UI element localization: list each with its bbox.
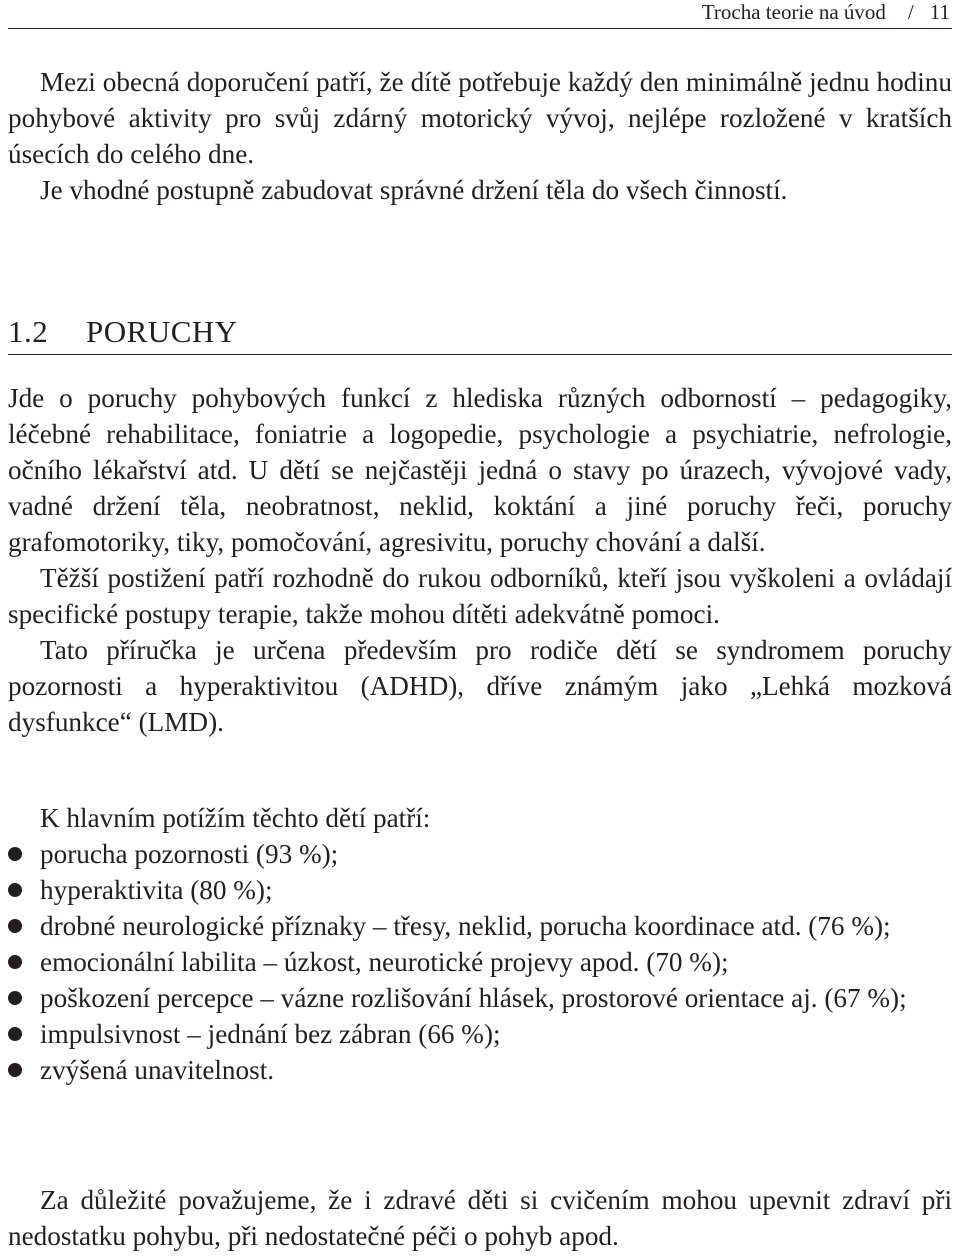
list-item-text: poškození percepce – vázne rozlišování hlásek, prostorové orientace aj. (67 %); <box>40 983 907 1013</box>
section-number: 1.2 <box>8 314 49 349</box>
list-item <box>8 1052 952 1088</box>
closing-block <box>8 1182 952 1254</box>
running-header <box>8 0 952 29</box>
closing-paragraph: Za důležité považujeme, že i zdravé děti si cvičením mohou upevnit zdraví při nedostatku pohybu, při nedostatečné péči o pohyb apod. <box>8 1185 952 1251</box>
list-item-text: emocionální labilita – úzkost, neurotické projevy apod. (70 %); <box>40 947 729 977</box>
symptom-list <box>8 836 952 1088</box>
section-paragraph-3: Tato příručka je určena především pro rodiče dětí se syndromem poruchy pozornosti a hyperaktivitou (ADHD), dříve známým jako „Lehká mozková dysfunkce“ (LMD). <box>8 635 952 737</box>
list-item <box>8 1016 952 1052</box>
list-item-text: drobné neurologické příznaky – třesy, neklid, porucha koordinace atd. (76 %); <box>40 911 891 941</box>
intro-paragraph-2: Je vhodné postupně zabudovat správné držení těla do všech činností. <box>40 175 788 205</box>
list-block <box>8 800 952 1088</box>
section-body <box>8 380 952 740</box>
section-heading <box>8 310 952 355</box>
running-header-separator: / <box>907 0 914 24</box>
bullet-icon <box>8 919 22 933</box>
bullet-icon <box>8 955 22 969</box>
bullet-icon <box>8 847 22 861</box>
bullet-icon <box>8 1063 22 1077</box>
section-paragraph-2: Těžší postižení patří rozhodně do rukou odborníků, kteří jsou vyškoleni a ovládají specifické postupy terapie, takže mohou dítěti adekvátně pomoci. <box>8 563 952 629</box>
bullet-icon <box>8 991 22 1005</box>
running-header-section: Trocha teorie na úvod <box>701 0 886 24</box>
list-item <box>8 908 952 944</box>
bullet-icon <box>8 883 22 897</box>
intro-paragraph-1: Mezi obecná doporučení patří, že dítě potřebuje každý den minimálně jednu hodinu pohybové aktivity pro svůj zdárný motorický vývoj, nejlépe rozložené v kratších úsecích do celého dne. <box>8 67 952 169</box>
list-item <box>8 980 952 1016</box>
list-item <box>8 872 952 908</box>
list-item-text: hyperaktivita (80 %); <box>40 875 273 905</box>
list-intro: K hlavním potížím těchto dětí patří: <box>40 803 431 833</box>
list-item-text: zvýšená unavitelnost. <box>40 1055 275 1085</box>
bullet-icon <box>8 1027 22 1041</box>
list-item-text: impulsivnost – jednání bez zábran (66 %); <box>40 1019 501 1049</box>
page-number: 11 <box>929 0 950 24</box>
list-item-text: porucha pozornosti (93 %); <box>40 839 339 869</box>
intro-block <box>8 64 952 208</box>
list-item <box>8 836 952 872</box>
section-title: PORUCHY <box>86 314 238 349</box>
list-item <box>8 944 952 980</box>
section-paragraph-1: Jde o poruchy pohybových funkcí z hlediska různých odborností – pedagogiky, léčebné rehabilitace, foniatrie a logopedie, psychologie a psychiatrie, nefrologie, očního lékařství atd. U dětí se nejčastěji jedná o stavy po úrazech, vývojové vady, vadné držení těla, neobratnost, neklid, koktání a jiné poruchy řeči, poruchy grafomotoriky, tiky, pomočování, agresivitu, poruchy chování a další. <box>8 383 952 557</box>
